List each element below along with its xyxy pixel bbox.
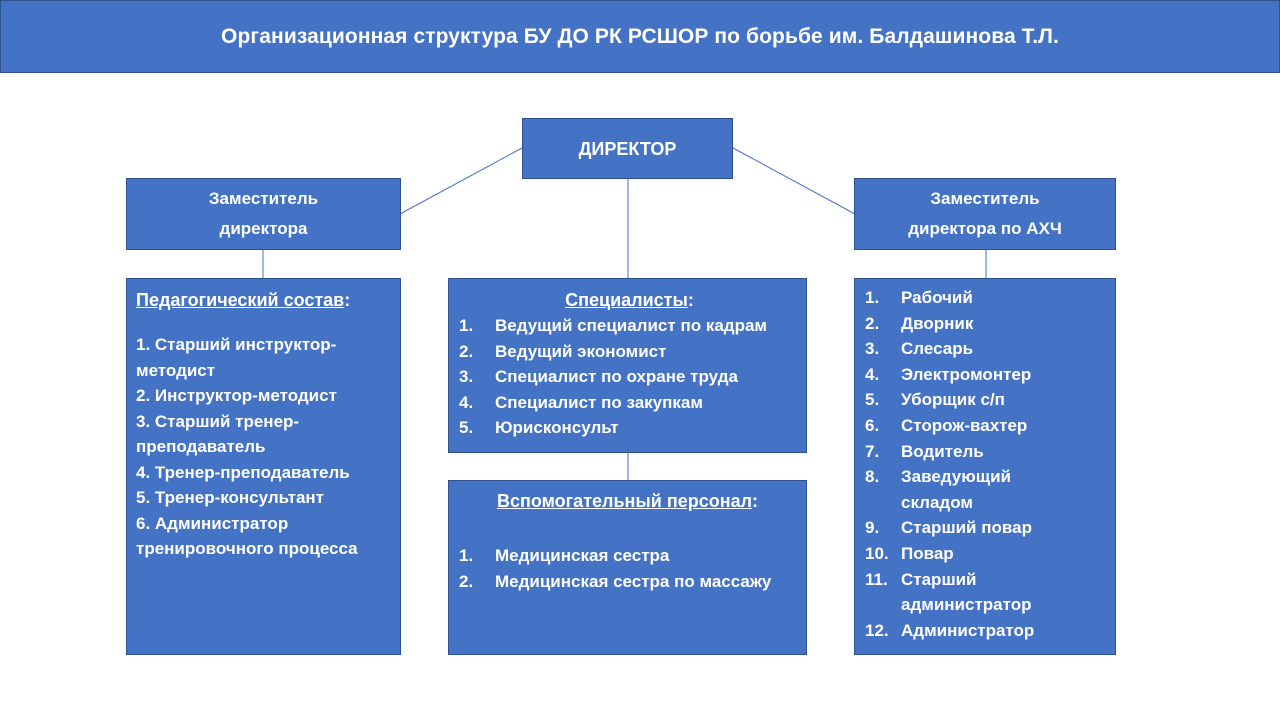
support-staff-box [448, 480, 807, 655]
list-item-number: 9. [865, 518, 880, 538]
list-item-text: Юрисконсульт [495, 418, 619, 437]
list-item [865, 285, 1085, 311]
list-item-text: Специалист по охране труда [495, 367, 738, 386]
support-list [459, 543, 776, 594]
list-item [459, 364, 800, 390]
list-item: 5. Тренер-консультант [136, 488, 324, 507]
director-box [522, 118, 733, 179]
connector-director-deputy-right [733, 148, 855, 214]
list-item-text: Старший повар [901, 518, 1032, 538]
list-item [865, 336, 1085, 362]
list-item-number: 8. [865, 467, 880, 487]
specialists-heading-colon: : [687, 290, 694, 310]
list-item [865, 541, 1085, 567]
household-staff-box [854, 278, 1116, 655]
list-item-number: 3. [865, 339, 880, 359]
list-item: 1. Старший инструктор- [136, 335, 337, 354]
pedagogical-heading-colon: : [344, 290, 351, 310]
list-item-number: 7. [865, 441, 880, 461]
list-item-text: Водитель [901, 441, 984, 461]
list-item [865, 567, 1085, 618]
list-item-number: 11. [865, 569, 888, 589]
list-item-number: 1. [865, 288, 880, 307]
deputy-director-box [126, 178, 401, 250]
support-heading-colon: : [752, 491, 759, 511]
deputy-director-ahch-line2: директора по АХЧ [908, 219, 1062, 238]
household-list [865, 285, 1085, 643]
connector-director-deputy-left [400, 148, 522, 214]
list-item-number: 10. [865, 543, 889, 563]
list-item-text: Администратор [901, 620, 1035, 640]
list-item: 4. Тренер-преподаватель [136, 462, 350, 482]
list-item [459, 569, 776, 595]
list-item-text: Специалист по закупкам [495, 392, 703, 412]
list-item-number: 5. [459, 418, 474, 437]
deputy-director-line1: Заместитель [208, 189, 319, 208]
list-item-text: Электромонтер [901, 364, 1032, 384]
deputy-director-ahch-line1: Заместитель [930, 189, 1040, 208]
director-label: ДИРЕКТОР [578, 138, 677, 159]
list-item-number: 2. [459, 341, 474, 361]
list-item-text: Повар [901, 543, 954, 563]
list-item-text: Ведущий экономист [495, 341, 667, 361]
list-item: тренировочного процесса [136, 539, 358, 558]
list-item-text: Дворник [901, 313, 974, 333]
list-item-number: 4. [459, 392, 474, 412]
list-item-text: Медицинская сестра [495, 546, 670, 565]
pedagogical-staff-box [126, 278, 401, 655]
list-item: 6. Администратор [136, 513, 289, 533]
list-item: преподаватель [136, 437, 266, 456]
specialists-list [459, 313, 800, 441]
list-item [865, 618, 1085, 644]
list-item [459, 543, 776, 569]
list-item-text: Медицинская сестра по массажу [495, 571, 772, 591]
list-item [459, 339, 800, 365]
list-item-number: 4. [865, 364, 880, 384]
list-item [865, 464, 1085, 515]
list-item-text: Уборщик с/п [901, 390, 1005, 410]
list-item [865, 387, 1085, 413]
deputy-director-line2: директора [219, 219, 308, 238]
list-item-number: 6. [865, 415, 880, 435]
specialists-box [448, 278, 807, 453]
list-item: 2. Инструктор-методист [136, 386, 337, 405]
list-item [459, 415, 800, 441]
list-item [865, 311, 1085, 337]
list-item-text: Слесарь [901, 339, 974, 359]
list-item-number: 5. [865, 390, 880, 410]
list-item [865, 413, 1085, 439]
pedagogical-heading: Педагогический состав [136, 290, 345, 310]
list-item [459, 390, 800, 416]
list-item [865, 515, 1085, 541]
pedagogical-list [136, 332, 392, 562]
list-item-text: Старший администратор [901, 569, 1032, 615]
list-item-text: Рабочий [901, 288, 973, 307]
list-item: 3. Старший тренер- [136, 411, 300, 431]
list-item [459, 313, 800, 339]
list-item [865, 362, 1085, 388]
page-title-text: Организационная структура БУ ДО РК РСШОР по борьбе им. Балдашинова Т.Л. [221, 24, 1059, 48]
deputy-director-ahch-box [854, 178, 1116, 250]
list-item-text: Сторож-вахтер [901, 415, 1028, 435]
specialists-heading: Специалисты [565, 290, 688, 310]
list-item-number: 2. [865, 313, 880, 333]
list-item-number: 3. [459, 367, 474, 386]
list-item-number: 1. [459, 316, 474, 335]
list-item-number: 1. [459, 546, 474, 565]
list-item-number: 12. [865, 620, 889, 640]
list-item-text: Заведующий складом [901, 467, 1012, 512]
support-heading: Вспомогательный персонал [496, 491, 753, 511]
list-item-text: Ведущий специалист по кадрам [495, 316, 767, 335]
list-item [865, 439, 1085, 465]
list-item-number: 2. [459, 571, 474, 591]
list-item: методист [136, 360, 216, 380]
page-title [0, 0, 1280, 73]
